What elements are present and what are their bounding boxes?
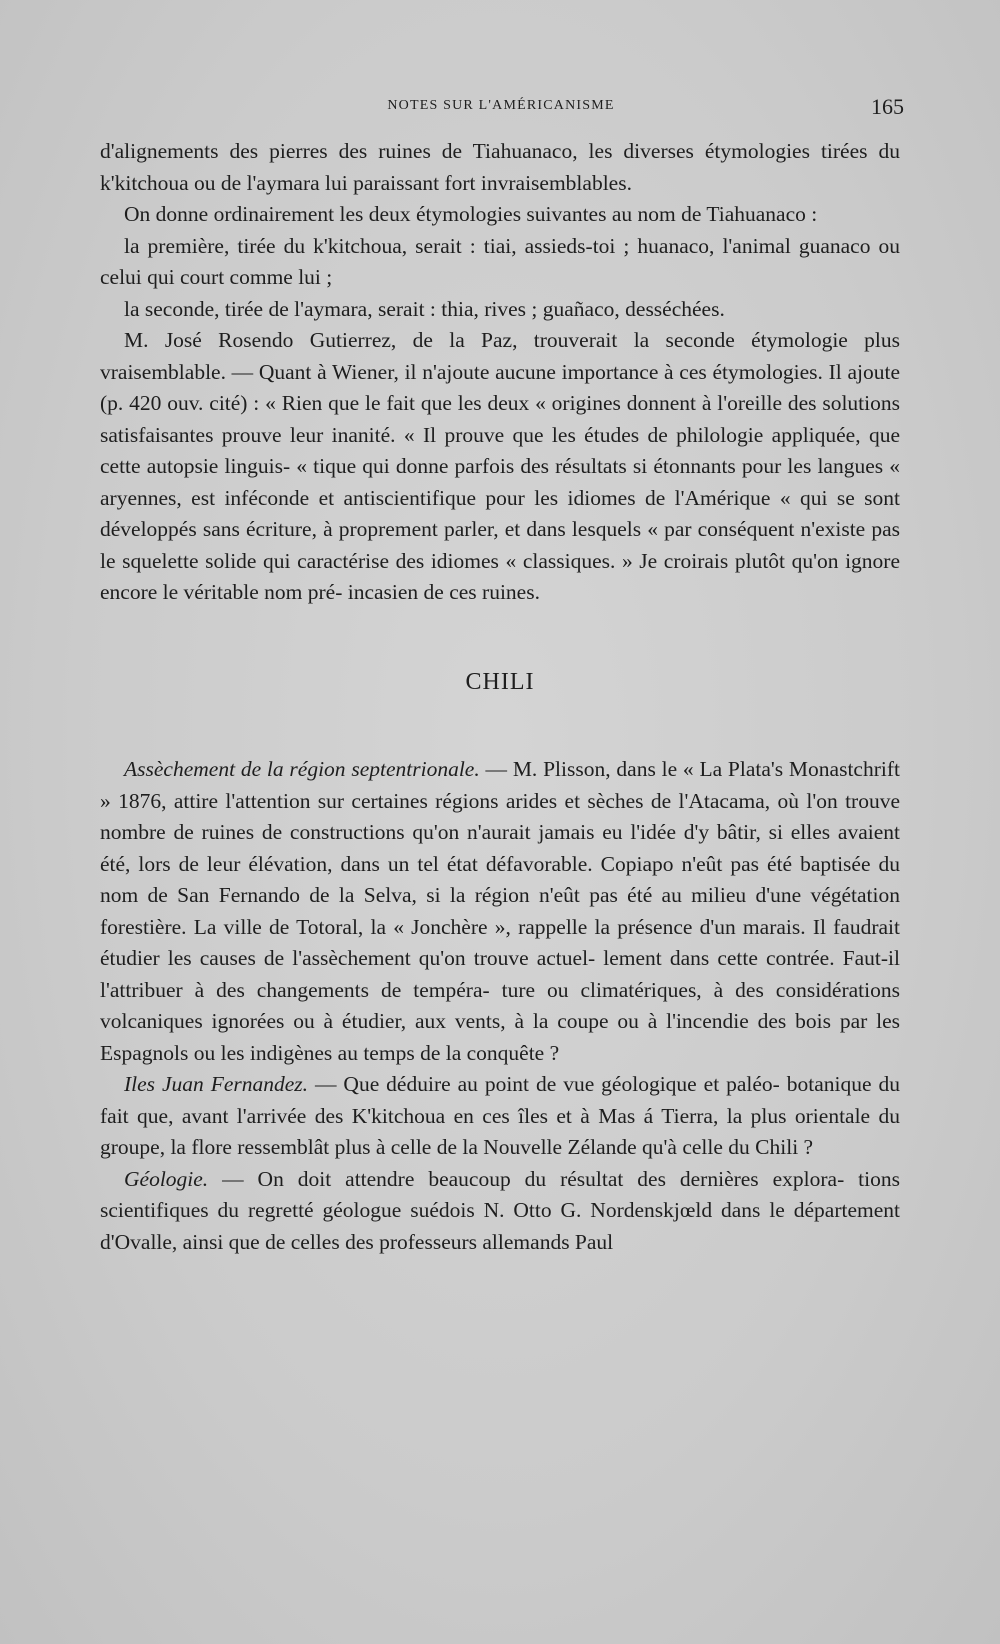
paragraph-text: — M. Plisson, dans le « La Plata's Monastchrift » 1876, attire l'attention sur certaines régions arides et sèches de l'Atacama, où l'on trouve nombre de ruines de constructions qu'on n'aurait jamais eu l'idée d'y bâtir, si elles avaient été, lors de leur élévation, dans un tel état défavorable. Copiapo n'eût pas été baptisée du nom de San Fernando de la Selva, si la région n'eût pas été au milieu d'une végétation forestière. La ville de Totoral, la « Jonchère », rappelle la présence d'un marais. Il faudrait étudier les causes de l'assèchement qu'on trouve actuel- lement dans cette contrée. Faut-il l'attribuer à des changements de tempéra- ture ou climatériques, à des considérations volcaniques ignorées ou à étudier, aux vents, à la coupe ou à l'incendie des bois par les Espagnols ou les indigènes au temps de la conquête ? bbox=[100, 757, 900, 1065]
section-paragraph bbox=[100, 754, 900, 1069]
running-head: NOTES SUR L'AMÉRICANISME bbox=[387, 98, 615, 113]
paragraph: la première, tirée du k'kitchoua, serait : tiai, assieds-toi ; huanaco, l'animal guanaco ou celui qui court comme lui ; bbox=[100, 233, 900, 289]
paragraph: On donne ordinairement les deux étymologies suivantes au nom de Tiahuanaco : bbox=[124, 202, 818, 226]
paragraph-heading: Iles Juan Fernandez. bbox=[124, 1072, 309, 1096]
paragraph-heading: Assèchement de la région septentrionale. bbox=[124, 757, 480, 781]
section-paragraph bbox=[100, 1164, 900, 1259]
section-paragraph bbox=[100, 1069, 900, 1164]
paragraph: M. José Rosendo Gutierrez, de la Paz, trouverait la seconde étymologie plus vraisemblable. — Quant à Wiener, il n'ajoute aucune importance à ces étymologies. Il ajoute (p. 420 ouv. cité) : « Rien que le fait que les deux « origines donnent à l'oreille des solutions satisfaisantes prouve leur inanité. « Il prouve que les études de philologie appliquée, que cette autopsie linguis- « tique qui donne parfois des résultats si étonnants pour les langues « aryennes, est inféconde et antiscientifique pour les idiomes de l'Amérique « qui se sont développés sans écriture, à proprement parler, et dans lesquels « par conséquent n'existe pas le squelette solide qui caractérise des idiomes « classiques. » Je croirais plutôt qu'on ignore encore le véritable nom pré- incasien de ces ruines. bbox=[100, 328, 900, 604]
paragraph: la seconde, tirée de l'aymara, serait : thia, rives ; guañaco, desséchées. bbox=[124, 296, 725, 321]
paragraph-text: — On doit attendre beaucoup du résultat des dernières explora- tions scientifiques du regretté géologue suédois N. Otto G. Nordenskjœld dans le département d'Ovalle, ainsi que de celles des professeurs allemands Paul bbox=[100, 1166, 900, 1254]
page-header bbox=[98, 94, 904, 122]
page-body bbox=[100, 136, 900, 1258]
page-number: 165 bbox=[871, 94, 904, 119]
section-title: CHILI bbox=[465, 668, 535, 695]
paragraph: d'alignements des pierres des ruines de Tiahuanaco, les diverses étymologies tirées du k'kitchoua ou de l'aymara lui paraissant fort invraisemblables. bbox=[100, 139, 900, 195]
paragraph-heading: Géologie. bbox=[124, 1166, 209, 1191]
paragraph-text: — Que déduire au point de vue géologique et paléo- botanique du fait que, avant l'arrivée des K'kitchoua en ces îles et à Mas á Tierra, la plus orientale du groupe, la flore ressemblât plus à celle de la Nouvelle Zélande qu'à celle du Chili ? bbox=[100, 1072, 900, 1159]
